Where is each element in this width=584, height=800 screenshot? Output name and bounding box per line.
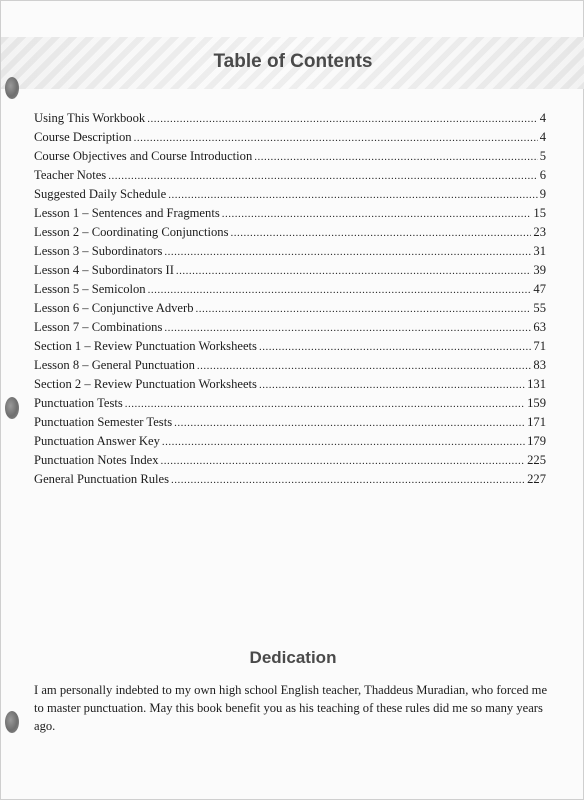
toc-entry-label: Punctuation Answer Key (34, 434, 160, 448)
toc-entry (34, 375, 546, 394)
toc-entry-page: 47 (533, 282, 546, 296)
toc-entry-page: 4 (539, 130, 546, 144)
toc-entry (34, 128, 546, 147)
dot-leader (222, 204, 532, 224)
toc-entry-page: 39 (533, 263, 546, 277)
dot-leader (164, 242, 531, 262)
binder-hole (5, 77, 19, 99)
toc-entry-page: 63 (533, 320, 546, 334)
toc-entry (34, 394, 546, 413)
toc-entry-page: 55 (533, 301, 546, 315)
toc-entry-label: Lesson 2 – Coordinating Conjunctions (34, 225, 229, 239)
dot-leader (231, 223, 532, 243)
toc-entry-label: Suggested Daily Schedule (34, 187, 167, 201)
toc-entry (34, 337, 546, 356)
toc-entry (34, 166, 546, 185)
dot-leader (196, 299, 532, 319)
toc-entry-page: 15 (533, 206, 546, 220)
dot-leader (168, 185, 537, 205)
toc-title: Table of Contents (213, 51, 373, 72)
toc-entry-label: Section 1 – Review Punctuation Worksheets (34, 339, 257, 353)
dot-leader (148, 280, 532, 300)
toc-entry (34, 261, 546, 280)
dot-leader (259, 337, 531, 357)
toc-entry (34, 204, 546, 223)
dot-leader (147, 109, 538, 129)
toc-entry (34, 470, 546, 489)
toc-entry (34, 356, 546, 375)
toc-entry-label: Lesson 3 – Subordinators (34, 244, 163, 258)
toc-entry-label: Course Objectives and Course Introduction (34, 149, 253, 163)
dedication-title: Dedication (249, 648, 337, 667)
toc-entry-label: Course Description (34, 130, 132, 144)
toc-entry (34, 185, 546, 204)
toc-entry-label: Lesson 4 – Subordinators II (34, 263, 174, 277)
toc-entry-label: Punctuation Semester Tests (34, 415, 173, 429)
toc-entry-page: 5 (539, 149, 546, 163)
dot-leader (254, 147, 537, 167)
toc-entry (34, 109, 546, 128)
dot-leader (108, 166, 538, 186)
dot-leader (174, 413, 525, 433)
toc-entry (34, 413, 546, 432)
toc-entry-page: 179 (527, 434, 546, 448)
toc-entry-page: 9 (539, 187, 546, 201)
toc-entry-label: Lesson 1 – Sentences and Fragments (34, 206, 220, 220)
dot-leader (162, 432, 525, 452)
dot-leader (171, 470, 525, 490)
toc-entry-page: 227 (527, 472, 546, 486)
dot-leader (161, 451, 526, 471)
toc-entry-page: 225 (527, 453, 546, 467)
binder-hole (5, 711, 19, 733)
toc-list (34, 109, 546, 489)
toc-entry-page: 23 (533, 225, 546, 239)
toc-entry-page: 71 (533, 339, 546, 353)
toc-entry-page: 6 (539, 168, 546, 182)
toc-entry-label: Using This Workbook (34, 111, 146, 125)
toc-entry-label: Lesson 7 – Combinations (34, 320, 163, 334)
toc-entry-page: 83 (533, 358, 546, 372)
dot-leader (176, 261, 531, 281)
dot-leader (164, 318, 531, 338)
toc-entry (34, 432, 546, 451)
toc-entry (34, 299, 546, 318)
toc-entry-label: General Punctuation Rules (34, 472, 170, 486)
toc-entry-label: Lesson 5 – Semicolon (34, 282, 146, 296)
toc-entry-page: 131 (527, 377, 546, 391)
toc-entry-label: Punctuation Notes Index (34, 453, 159, 467)
toc-entry-label: Teacher Notes (34, 168, 107, 182)
dedication-text: I am personally indebted to my own high school English teacher, Thaddeus Muradian, who forced me to master punctuation. May this book benefit you as his teaching of these rules did me so many years ago. (34, 683, 548, 733)
toc-entry (34, 451, 546, 470)
toc-entry-page: 159 (527, 396, 546, 410)
toc-entry-label: Section 2 – Review Punctuation Worksheets (34, 377, 257, 391)
binder-hole (5, 397, 19, 419)
toc-entry (34, 147, 546, 166)
dot-leader (259, 375, 525, 395)
dot-leader (197, 356, 532, 376)
toc-entry-label: Punctuation Tests (34, 396, 123, 410)
toc-entry (34, 318, 546, 337)
dot-leader (125, 394, 525, 414)
toc-entry-page: 171 (527, 415, 546, 429)
toc-entry-page: 31 (533, 244, 546, 258)
toc-entry-label: Lesson 6 – Conjunctive Adverb (34, 301, 194, 315)
toc-entry-label: Lesson 8 – General Punctuation (34, 358, 195, 372)
dot-leader (134, 128, 538, 148)
toc-entry (34, 223, 546, 242)
toc-entry-page: 4 (539, 111, 546, 125)
toc-entry (34, 280, 546, 299)
toc-entry (34, 242, 546, 261)
